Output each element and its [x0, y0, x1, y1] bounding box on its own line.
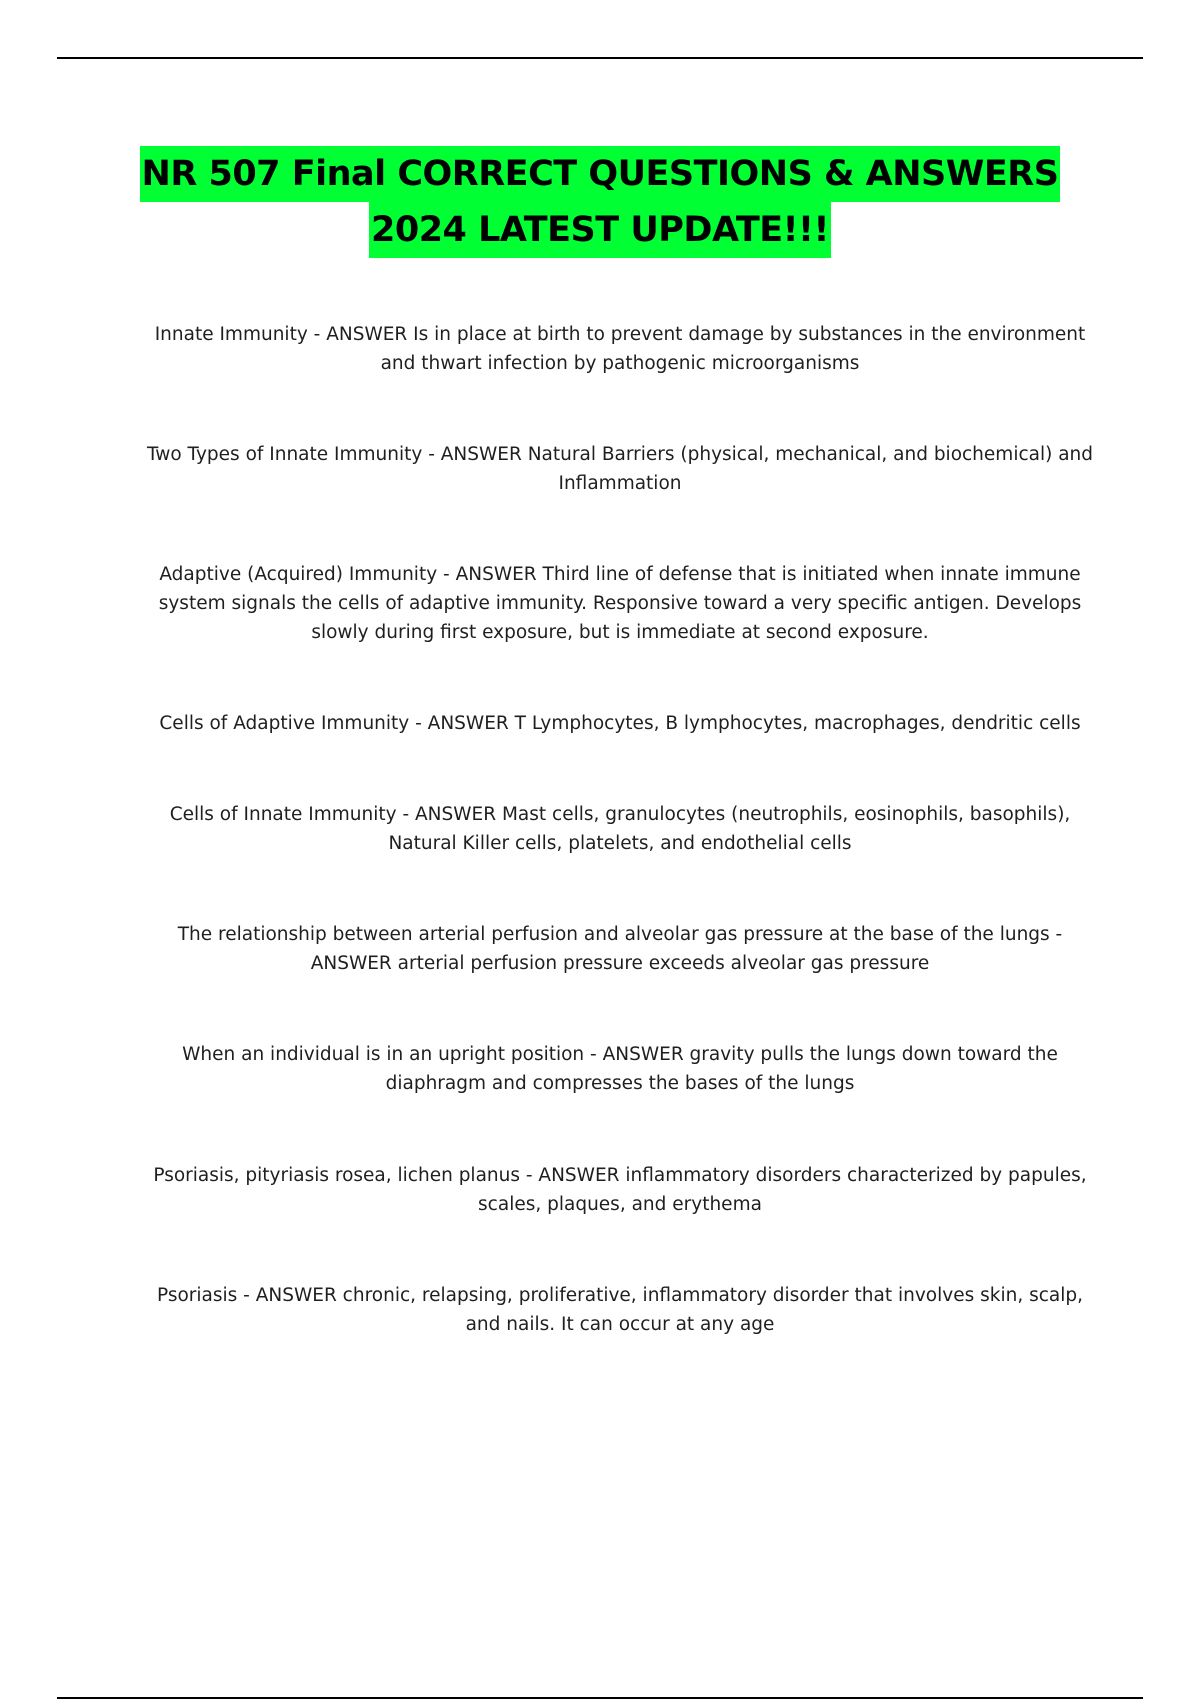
top-divider [57, 57, 1143, 59]
qa-item: Innate Immunity - ANSWER Is in place at birth to prevent damage by substances in the environment and thwart infection by pathogenic microorganisms [154, 324, 1086, 374]
bottom-divider [57, 1697, 1143, 1699]
qa-item: Cells of Innate Immunity - ANSWER Mast cells, granulocytes (neutrophils, eosinophils, basophils), Natural Killer cells, platelets, and endothelial cells [169, 804, 1071, 854]
title-line-1: NR 507 Final CORRECT QUESTIONS & ANSWERS [140, 146, 1061, 202]
qa-item: Two Types of Innate Immunity - ANSWER Natural Barriers (physical, mechanical, and biochemical) and Inflammation [146, 444, 1094, 494]
qa-item: Adaptive (Acquired) Immunity - ANSWER Third line of defense that is initiated when innate immune system signals the cells of adaptive immunity. Responsive toward a very specific antigen. Develops slowly during first exposure, but is immediate at second exposure. [158, 564, 1082, 643]
qa-item: The relationship between arterial perfusion and alveolar gas pressure at the base of the lungs - ANSWER arterial perfusion pressure exceeds alveolar gas pressure [177, 924, 1063, 974]
qa-item: Cells of Adaptive Immunity - ANSWER T Lymphocytes, B lymphocytes, macrophages, dendritic cells [159, 713, 1081, 734]
qa-item: When an individual is in an upright position - ANSWER gravity pulls the lungs down toward the diaphragm and compresses the bases of the lungs [182, 1044, 1058, 1094]
title-line-2: 2024 LATEST UPDATE!!! [369, 202, 831, 258]
qa-item: Psoriasis - ANSWER chronic, relapsing, proliferative, inflammatory disorder that involves skin, scalp, and nails. It can occur at any age [157, 1285, 1083, 1335]
qa-item: Psoriasis, pityriasis rosea, lichen planus - ANSWER inflammatory disorders characterized by papules, scales, plaques, and erythema [153, 1165, 1087, 1215]
document-title [0, 146, 1200, 258]
